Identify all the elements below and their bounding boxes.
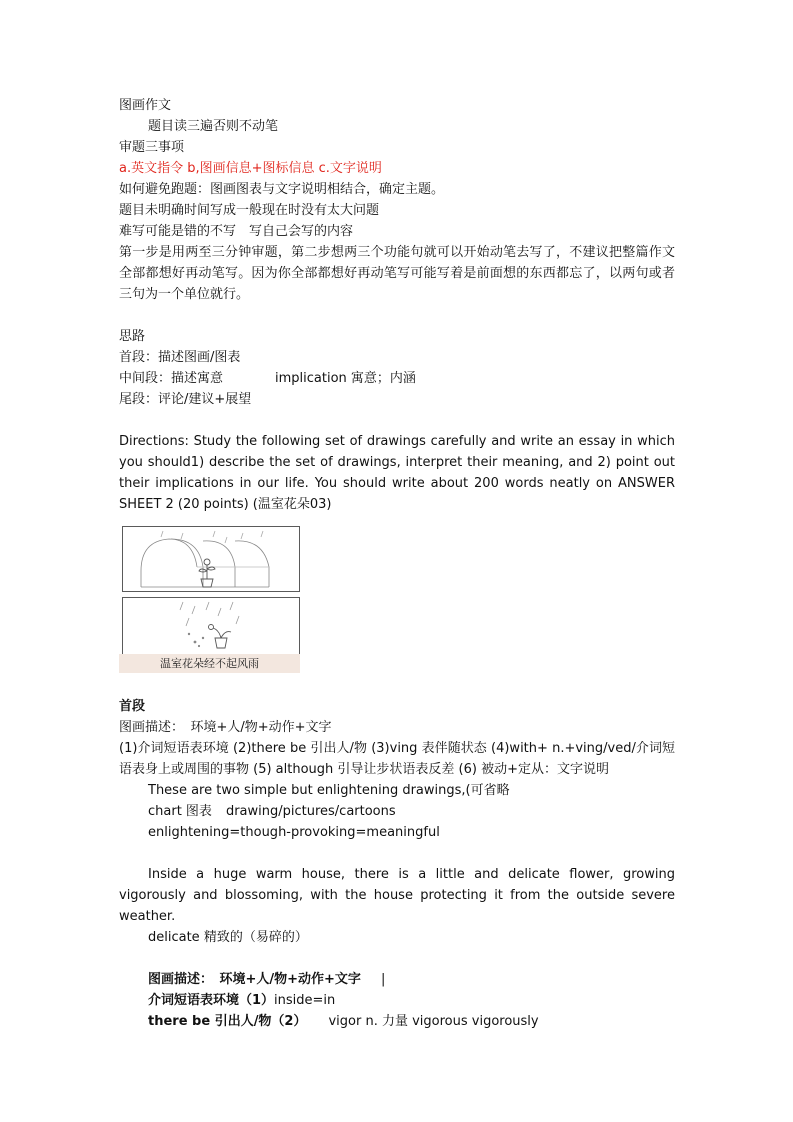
chart-word: chart 图表: [148, 804, 212, 819]
drawing-figure: [119, 522, 300, 673]
outline-heading: 思路: [119, 329, 146, 344]
outline-last: 尾段：评论/建议+展望: [119, 392, 252, 407]
outline-first: 首段：描述图画/图表: [119, 350, 241, 365]
directions-paragraph: Directions: Study the following set of drawings carefully and write an essay in which you should1) describe the set of drawings, interpret their meaning, and 2) point out their implications in our life. You should write about 200 words neatly on ANSWER SHEET 2 (20 points) (温室花朵03): [119, 434, 675, 512]
section-title: 图画作文: [119, 98, 172, 113]
vigor-note: vigor n. 力量 vigorous vigorously: [328, 1014, 539, 1029]
sample-sentence: Inside a huge warm house, there is a little and delicate flower, growing vigorously and blossoming, with the house protecting it from the outside severe weather.: [119, 867, 675, 924]
outline-middle-label: 中间段：描述寓意: [119, 371, 224, 386]
tip-line: 难写可能是错的不写 写自己会写的内容: [119, 224, 354, 239]
drawing-formula: 图画描述： 环境+人/物+动作+文字: [119, 720, 332, 735]
text-cursor: |: [380, 972, 386, 987]
environment-label: 介词短语表环境（1）: [148, 993, 275, 1008]
chart-line: [119, 801, 675, 822]
tip-line: 如何避免跑题：图画图表与文字说明相结合，确定主题。: [119, 182, 445, 197]
figure-caption: 温室花朵经不起风雨: [119, 654, 300, 673]
bold-formula-line: [119, 969, 675, 990]
synonym-line: enlightening=though-provoking=meaningful: [148, 825, 440, 840]
subtitle: 题目读三遍否则不动笔: [148, 119, 279, 134]
bold-formula: 图画描述： 环境+人/物+动作+文字: [148, 972, 361, 987]
drawing-panel-greenhouse: [122, 526, 300, 592]
inside-note: inside=in: [274, 993, 336, 1008]
review-heading: 审题三事项: [119, 140, 185, 155]
environment-line: [119, 990, 675, 1011]
outline-middle-note: implication 寓意；内涵: [275, 371, 416, 386]
document-page: [119, 95, 675, 1032]
chart-synonyms: drawing/pictures/cartoons: [225, 804, 396, 819]
example-line: These are two simple but enlightening drawings,(可省略: [148, 783, 510, 798]
there-be-line: [119, 1011, 675, 1032]
tip-line: 题目未明确时间写成一般现在时没有太大问题: [119, 203, 380, 218]
outline-middle: [119, 368, 675, 389]
methods-list: (1)介词短语表环境 (2)there be 引出人/物 (3)ving 表伴随状态 (4)with+ n.+ving/ved/介词短语表身上或周围的事物 (5) although 引导让步状语表反差 (6) 被动+定从：文字说明: [119, 741, 675, 777]
vocab-delicate: delicate 精致的（易碎的）: [148, 930, 308, 945]
tip-paragraph: 第一步是用两至三分钟审题，第二步想两三个功能句就可以开始动笔去写了，不建议把整篇作文全部都想好再动笔写。因为你全部都想好再动笔写可能写着是前面想的东西都忘了，以两句或者三句为一个单位就行。: [119, 245, 675, 302]
there-be-label: there be 引出人/物（2）: [148, 1014, 307, 1029]
drawing-panel-storm: [122, 597, 300, 656]
review-items: a.英文指令 b,图画信息+图标信息 c.文字说明: [119, 161, 382, 176]
first-paragraph-heading: 首段: [119, 699, 146, 714]
